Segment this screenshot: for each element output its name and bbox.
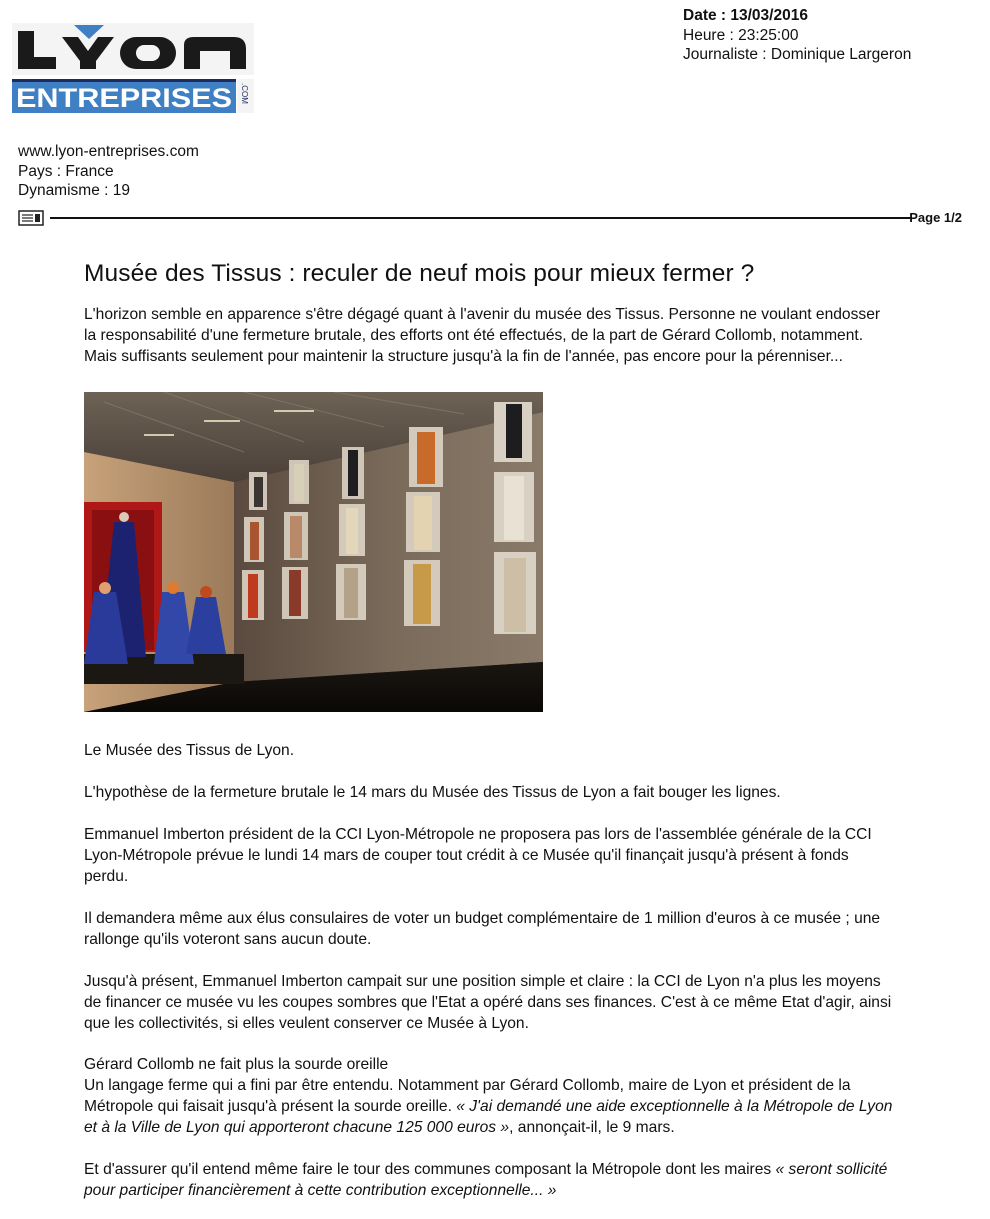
paragraph-text: Un langage ferme qui a fini par être entendu. Notamment par Gérard Collomb, maire de Lyon et président de la Métropole qui faisait jusqu'à présent la sourde oreille.: [84, 1077, 851, 1115]
logo-entreprises-banner: [12, 79, 254, 113]
document-icon: [18, 210, 44, 226]
article-paragraph: Emmanuel Imberton président de la CCI Lyon-Métropole ne proposera pas lors de l'assemblée générale de la CCI Lyon-Métropole prévue le lundi 14 mars de couper tout crédit à ce Musée qu'il finançait jusqu'à présent à fonds perdu.: [84, 826, 872, 885]
header-rule: [18, 208, 966, 228]
museum-photo: [84, 392, 543, 712]
mayors-quote: « seront sollicité pour participer financièrement à cette contribution exceptionnelle... »: [84, 1161, 888, 1199]
source-meta: [18, 142, 199, 201]
article-paragraph: Il demandera même aux élus consulaires de voter un budget complémentaire de 1 million d'euros à ce musée ; une rallonge qu'ils voteront sans aucun doute.: [84, 910, 881, 948]
source-dynamism: Dynamisme : 19: [18, 182, 130, 199]
publication-time: Heure : 23:25:00: [683, 26, 799, 44]
source-country: Pays : France: [18, 162, 114, 180]
article-paragraph: L'hypothèse de la fermeture brutale le 14 mars du Musée des Tissus de Lyon a fait bouger les lignes.: [84, 784, 781, 801]
photo-caption: Le Musée des Tissus de Lyon.: [84, 742, 295, 759]
article-meta: [683, 6, 911, 65]
lyon-entreprises-logo: [12, 19, 254, 115]
logo-com-text: .COM: [240, 83, 249, 104]
logo-lyon-wordmark: [12, 23, 254, 75]
article-paragraph: [84, 1159, 896, 1201]
publication-date: Date : 13/03/2016: [683, 7, 808, 24]
article-paragraph: Jusqu'à présent, Emmanuel Imberton campait sur une position simple et claire : la CCI de Lyon n'a plus les moyens de financer ce musée vu les coupes sombres que l'Etat a opéré dans ses finances. C'est à ce même Etat d'agir, ainsi que les collectivités, si elles veulent conserver ce Musée à Lyon.: [84, 973, 892, 1032]
horizontal-rule: [50, 217, 911, 219]
article-subheading: Gérard Collomb ne fait plus la sourde oreille: [84, 1056, 389, 1073]
article-title: Musée des Tissus : reculer de neuf mois pour mieux fermer ?: [84, 260, 755, 287]
logo-entreprises-text: ENTREPRISES: [16, 83, 232, 113]
journalist: Journaliste : Dominique Largeron: [683, 46, 912, 63]
article-paragraph: [84, 1075, 896, 1138]
article: [84, 258, 896, 1201]
collomb-quote: « J'ai demandé une aide exceptionnelle à la Métropole de Lyon et à la Ville de Lyon qui apporteront chacune 125 000 euros »: [84, 1098, 893, 1136]
paragraph-text: , annonçait-il, le 9 mars.: [509, 1119, 675, 1136]
source-website: www.lyon-entreprises.com: [18, 143, 199, 160]
page-indicator: Page 1/2: [909, 210, 962, 225]
article-lead: L'horizon semble en apparence s'être dégagé quant à l'avenir du musée des Tissus. Personne ne voulant endosser la responsabilité d'une fermeture brutale, des efforts ont été effectués, de la part de Gérard Collomb, notamment. Mais suffisants seulement pour maintenir la structure jusqu'à la fin de l'année, pas encore pour la pérenniser...: [84, 306, 881, 365]
paragraph-text: Et d'assurer qu'il entend même faire le tour des communes composant la Métropole dont les maires: [84, 1161, 776, 1178]
